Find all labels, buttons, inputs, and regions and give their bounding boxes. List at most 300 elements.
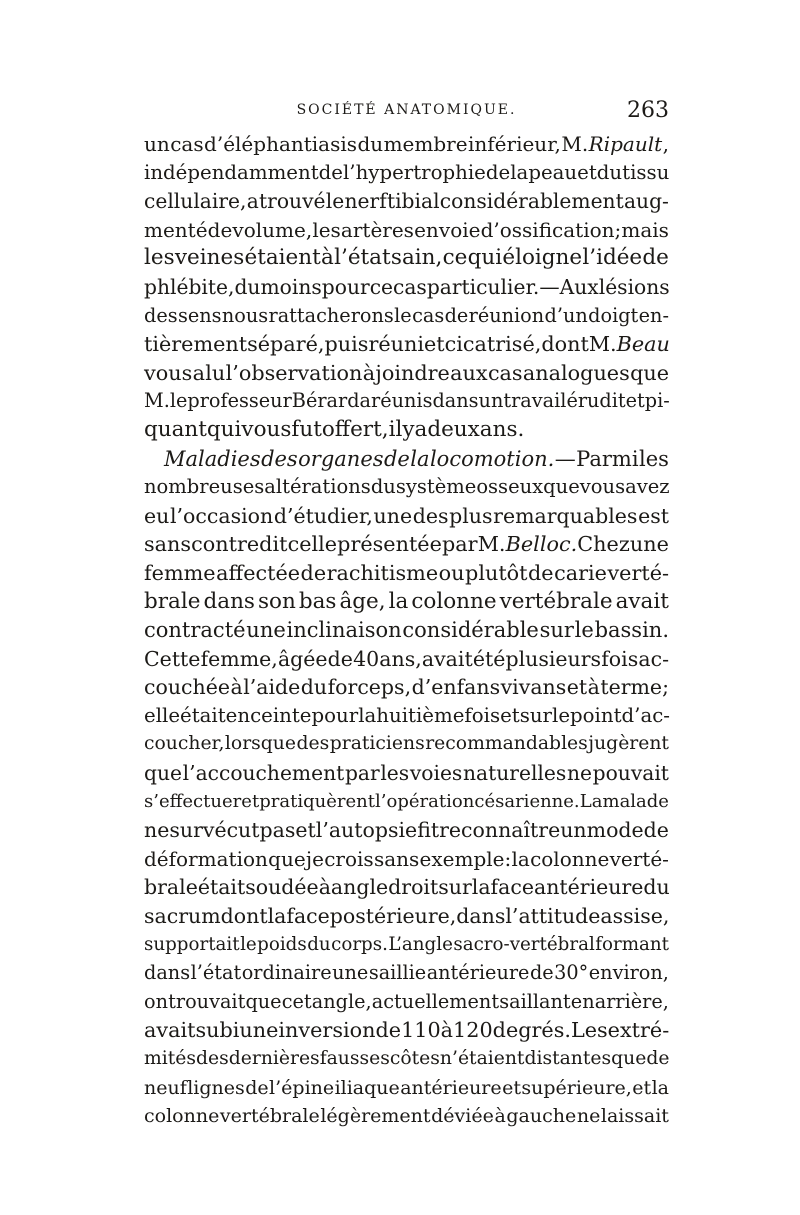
word: pouvait xyxy=(592,761,669,786)
word: dernières xyxy=(228,1048,320,1069)
word: moins xyxy=(260,274,322,299)
word: travail xyxy=(503,389,567,413)
word: du xyxy=(300,675,328,700)
word: professeur xyxy=(187,389,292,413)
word: pas xyxy=(259,818,296,843)
word: du xyxy=(307,933,331,955)
word: vertébrale xyxy=(499,588,613,614)
word: indépendamment xyxy=(144,160,319,184)
word: les xyxy=(638,446,669,471)
word: antérieure xyxy=(400,1076,502,1099)
word: à xyxy=(440,1018,454,1043)
word: poids xyxy=(257,933,307,955)
word: je xyxy=(305,846,324,871)
word: terme; xyxy=(600,675,669,700)
word: altérations xyxy=(264,475,371,499)
word: mités xyxy=(144,1048,197,1069)
word: deux xyxy=(427,416,480,442)
word: nombreuses xyxy=(144,475,265,499)
word: 110 xyxy=(401,1018,441,1043)
word: Cette xyxy=(144,646,201,671)
word: sacro-vertébral xyxy=(453,933,595,955)
word: peau xyxy=(528,160,578,184)
text-line xyxy=(144,416,669,445)
text-line xyxy=(144,616,669,645)
word: Parmi xyxy=(576,446,639,471)
word: l’attitude xyxy=(505,904,601,929)
word: une xyxy=(373,503,413,528)
word: ne xyxy=(576,1105,601,1128)
word: carie xyxy=(554,560,607,585)
word: cas xyxy=(170,132,204,156)
word: face xyxy=(490,875,534,900)
text-line xyxy=(144,1102,669,1131)
word: sur xyxy=(539,618,574,643)
word: le xyxy=(574,618,594,643)
text-line xyxy=(144,959,669,988)
word: du xyxy=(370,475,396,499)
word: colonne xyxy=(144,1105,220,1128)
word: vous xyxy=(144,360,193,385)
word: colonne xyxy=(530,846,610,871)
word: fois xyxy=(601,646,639,671)
text-line xyxy=(144,159,669,188)
word: angle, xyxy=(311,989,372,1013)
word: iliaque xyxy=(334,1076,400,1099)
word: tibial xyxy=(386,189,440,214)
word: l’occasion xyxy=(169,503,274,528)
word: n’étaient xyxy=(439,1048,525,1069)
text-line xyxy=(144,130,669,159)
word: et xyxy=(632,1076,652,1099)
word: quant xyxy=(144,416,207,442)
word: phlébite, xyxy=(144,274,235,299)
text-line xyxy=(144,244,669,273)
word: les xyxy=(380,761,410,786)
word: la xyxy=(651,1076,669,1099)
word: la xyxy=(471,875,491,900)
word: crois xyxy=(324,846,374,871)
word: âge, xyxy=(339,588,386,614)
word: elle xyxy=(144,703,181,727)
word: les xyxy=(144,245,175,271)
word: avait xyxy=(421,646,473,671)
word: on xyxy=(144,989,168,1013)
word: pour xyxy=(311,703,359,727)
word: femme, xyxy=(200,646,278,671)
word: remarquables xyxy=(493,503,638,528)
word: saillant xyxy=(499,989,571,1013)
word: Les xyxy=(570,1018,608,1043)
word: forceps, xyxy=(327,675,412,700)
word: sacrum xyxy=(144,904,221,929)
word: La xyxy=(579,790,603,812)
word: inversion xyxy=(278,1018,376,1043)
text-line xyxy=(144,559,669,588)
word: déformation xyxy=(144,846,268,871)
word: réunis xyxy=(371,389,433,413)
word: lésions xyxy=(598,274,670,299)
word: de xyxy=(207,217,233,242)
word: eu xyxy=(144,503,170,528)
word: à xyxy=(321,245,334,271)
word: et xyxy=(500,703,520,727)
word: supportait xyxy=(144,933,240,955)
word: ac- xyxy=(638,646,669,671)
word: des xyxy=(144,303,178,327)
text-line xyxy=(144,502,669,531)
word: avait xyxy=(144,1018,196,1043)
text-line xyxy=(144,730,669,759)
word: de xyxy=(327,646,353,671)
word: droit xyxy=(388,875,439,900)
word: à xyxy=(587,675,600,700)
word: qui xyxy=(467,245,503,271)
word: ce xyxy=(369,274,394,299)
word: des xyxy=(296,733,330,755)
word: que xyxy=(268,846,306,871)
word: le xyxy=(552,703,571,727)
word: était xyxy=(180,703,226,727)
word: angle xyxy=(330,875,389,900)
word: lorsque xyxy=(224,733,296,755)
word: et xyxy=(566,675,588,700)
word: sans xyxy=(373,846,420,871)
word: aux xyxy=(450,360,488,385)
word: Aux xyxy=(559,274,599,299)
word: du xyxy=(234,274,261,299)
word: de xyxy=(318,160,343,184)
word: d’ac- xyxy=(621,703,670,727)
word: l’autopsie xyxy=(315,818,418,843)
word: système xyxy=(395,475,477,499)
word: été xyxy=(472,646,506,671)
word: sur xyxy=(519,703,552,727)
word: d’un xyxy=(544,303,588,327)
word: M. xyxy=(477,532,506,557)
word: ans, xyxy=(379,646,422,671)
word: l’idée xyxy=(582,245,643,271)
word: et xyxy=(424,332,445,357)
text-line xyxy=(144,1045,669,1074)
word: fut xyxy=(291,416,322,442)
word: ou xyxy=(438,560,465,585)
word: du xyxy=(596,160,623,184)
word: de xyxy=(642,245,669,271)
word: l’épine xyxy=(269,1076,335,1099)
word: il xyxy=(388,416,403,442)
text-line xyxy=(144,931,669,960)
word: locomotion. xyxy=(429,446,555,471)
word: âgée xyxy=(277,646,328,671)
word: à xyxy=(230,675,243,700)
word: tissu xyxy=(622,160,670,184)
word: la xyxy=(388,588,409,614)
word: son xyxy=(257,588,296,614)
word: étaient xyxy=(244,245,321,271)
word: dans xyxy=(144,961,191,985)
word: l’observation xyxy=(225,360,363,385)
word: par xyxy=(344,761,380,786)
word: arrière, xyxy=(594,989,669,1013)
word: légèrement xyxy=(320,1105,431,1128)
word: couchée xyxy=(144,675,230,700)
word: dont xyxy=(541,332,589,357)
word: face xyxy=(286,904,330,929)
word: l’accouchement xyxy=(182,761,345,786)
word: y xyxy=(402,416,415,442)
word: volume, xyxy=(232,217,313,242)
word: l’hypertrophie xyxy=(342,160,486,184)
word: fausses xyxy=(319,1048,390,1069)
word: inclinaison xyxy=(286,618,402,643)
word: ordinaire xyxy=(241,961,332,985)
word: Maladies xyxy=(164,446,261,471)
word: d’étudier, xyxy=(273,503,373,528)
word: de xyxy=(529,961,554,985)
word: extré- xyxy=(607,1018,670,1043)
word: les xyxy=(312,217,341,242)
word: césarienne. xyxy=(474,790,580,812)
word: le xyxy=(394,303,412,327)
word: menté xyxy=(144,217,208,242)
word: du xyxy=(643,875,670,900)
word: de xyxy=(485,160,511,184)
word: l’état xyxy=(190,961,242,985)
word: la xyxy=(358,703,377,727)
word: laissait xyxy=(600,1105,669,1128)
word: de xyxy=(646,1048,670,1069)
word: subi xyxy=(195,1018,240,1043)
word: avez xyxy=(625,475,670,499)
word: ce xyxy=(442,245,468,271)
word: d’éléphantiasis xyxy=(204,132,358,156)
word: fit xyxy=(417,818,440,843)
word: a xyxy=(192,360,205,385)
word: nous xyxy=(221,303,269,327)
text-line xyxy=(144,788,669,817)
word: distantes xyxy=(524,1048,612,1069)
word: le xyxy=(240,933,257,955)
word: réunion xyxy=(468,303,545,327)
word: que xyxy=(611,1048,647,1069)
word: formant xyxy=(595,933,669,955)
word: — xyxy=(539,274,560,299)
word: rachitisme xyxy=(326,560,439,585)
word: plusieurs xyxy=(505,646,602,671)
word: sans xyxy=(144,532,192,557)
word: considérable xyxy=(402,618,539,643)
word: assise, xyxy=(600,904,670,929)
word: osseux xyxy=(476,475,544,499)
text-line xyxy=(144,902,669,931)
word: éloigne xyxy=(502,245,583,271)
word: Ripault xyxy=(588,132,663,156)
word: supérieure, xyxy=(521,1076,632,1099)
word: L’angle xyxy=(388,933,453,955)
word: , xyxy=(662,132,669,156)
word: plutôt xyxy=(465,560,528,585)
word: soudée xyxy=(245,875,319,900)
word: trouvé xyxy=(259,189,326,214)
word: une xyxy=(239,1018,279,1043)
word: a xyxy=(359,389,372,413)
word: recommandables xyxy=(425,733,588,755)
word: de xyxy=(245,1076,269,1099)
word: corps. xyxy=(331,933,388,955)
word: affectée xyxy=(216,560,301,585)
word: a xyxy=(246,189,259,214)
word: celle xyxy=(287,532,338,557)
word: trouvait xyxy=(168,989,246,1013)
text-line xyxy=(144,845,669,874)
word: verté- xyxy=(607,560,669,585)
word: à xyxy=(318,875,331,900)
word: déviée xyxy=(431,1105,494,1128)
word: séparé, xyxy=(247,332,325,357)
word: qui xyxy=(206,416,242,442)
word: degrés. xyxy=(492,1018,571,1043)
word: et xyxy=(577,160,597,184)
word: 40 xyxy=(353,646,380,671)
text-line xyxy=(144,273,669,302)
word: sain, xyxy=(390,245,443,271)
text-line xyxy=(144,330,669,359)
text-line xyxy=(144,873,669,902)
text-line xyxy=(144,359,669,388)
word: par xyxy=(441,532,478,557)
word: bas xyxy=(298,588,337,614)
word: que xyxy=(245,989,282,1013)
word: voies xyxy=(409,761,463,786)
word: et xyxy=(241,790,260,812)
text-line xyxy=(144,473,669,502)
text-line xyxy=(144,187,669,216)
word: colonne xyxy=(411,588,497,614)
word: en xyxy=(414,217,439,242)
text-line xyxy=(144,302,669,331)
word: cellulaire, xyxy=(144,189,247,214)
word: lu xyxy=(205,360,226,385)
text-line xyxy=(144,387,669,416)
word: sur xyxy=(438,875,472,900)
word: le xyxy=(169,389,188,413)
word: doigt xyxy=(588,303,639,327)
word: gauche xyxy=(506,1105,577,1128)
word: antérieure xyxy=(426,961,530,985)
word: cicatrisé, xyxy=(444,332,542,357)
word: ne xyxy=(566,761,592,786)
text-line xyxy=(144,1016,669,1045)
word: praticiens xyxy=(329,733,425,755)
text-line xyxy=(144,702,669,731)
text-line xyxy=(144,759,669,788)
word: M. xyxy=(561,132,589,156)
word: analogues xyxy=(522,360,630,385)
word: puis xyxy=(324,332,369,357)
word: la xyxy=(267,904,287,929)
word: organes xyxy=(298,446,384,471)
word: une xyxy=(629,532,669,557)
word: l’opération xyxy=(375,790,475,812)
word: un xyxy=(560,818,587,843)
word: à xyxy=(494,1105,506,1128)
word: artères xyxy=(340,217,414,242)
text-line xyxy=(144,645,669,674)
word: mode xyxy=(586,818,644,843)
word: tièrement xyxy=(144,332,248,357)
word: et xyxy=(295,818,316,843)
word: saillie xyxy=(368,961,427,985)
word: M. xyxy=(144,389,170,413)
word: contracté xyxy=(144,618,246,643)
word: bassin. xyxy=(594,618,669,643)
word: cas xyxy=(487,360,523,385)
word: plus xyxy=(449,503,493,528)
word: 30° xyxy=(554,961,589,985)
word: malade xyxy=(602,790,669,812)
text-line xyxy=(144,530,669,559)
word: érudit xyxy=(566,389,626,413)
word: côtes xyxy=(389,1048,440,1069)
word: actuellement xyxy=(371,989,500,1013)
word: cas xyxy=(393,274,427,299)
word: de xyxy=(643,818,669,843)
word: ne xyxy=(144,818,170,843)
word: présentée xyxy=(337,532,442,557)
word: jugèrent xyxy=(588,733,669,755)
word: Belloc. xyxy=(505,532,578,557)
word: la xyxy=(410,446,430,471)
word: dans xyxy=(203,588,255,614)
word: dont xyxy=(220,904,268,929)
word: joindre xyxy=(375,360,450,385)
word: la xyxy=(511,846,530,871)
word: la xyxy=(510,160,529,184)
word: que xyxy=(144,761,182,786)
word: verté- xyxy=(609,846,669,871)
word: membre xyxy=(383,132,468,156)
word: contredit xyxy=(191,532,288,557)
text-line xyxy=(144,816,669,845)
text-line xyxy=(144,988,669,1017)
word: femme xyxy=(144,560,216,585)
word: vous xyxy=(579,475,626,499)
word: postérieure, xyxy=(329,904,457,929)
word: vertébrale xyxy=(219,1105,320,1128)
word: 120 xyxy=(453,1018,493,1043)
word: Beau xyxy=(616,332,670,357)
word: des xyxy=(196,1048,229,1069)
word: des xyxy=(412,503,449,528)
word: naturelles xyxy=(462,761,567,786)
word: enceinte xyxy=(225,703,312,727)
word: pratiquèrent xyxy=(259,790,375,812)
word: dans xyxy=(456,904,506,929)
text-line xyxy=(144,673,669,702)
word: — xyxy=(554,446,576,471)
word: particulier. xyxy=(426,274,540,299)
word: lignes xyxy=(187,1076,245,1099)
word: de xyxy=(300,560,327,585)
word: l’aide xyxy=(243,675,301,700)
word: une xyxy=(246,618,286,643)
word: réuni xyxy=(368,332,425,357)
word: de xyxy=(444,303,469,327)
word: en- xyxy=(638,303,669,327)
word: en xyxy=(570,989,595,1013)
word: inférieur, xyxy=(468,132,561,156)
